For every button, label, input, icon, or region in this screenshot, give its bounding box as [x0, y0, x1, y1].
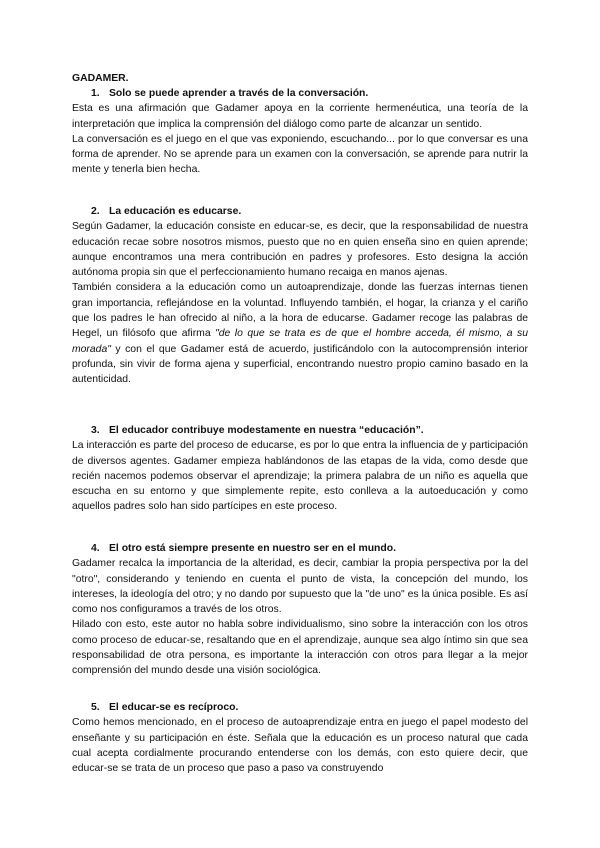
paragraph: Como hemos mencionado, en el proceso de autoaprendizaje entra en juego el papel modesto del enseñante y su participación en éste. Señala que la educación es un proceso natural que cada cual acepta cordialmente procurando entenderse con los demás, con esto quiere decir, que educar-se se trata de un proceso que paso a paso va construyendo	[72, 717, 528, 775]
paragraph: Hilado con esto, este autor no habla sobre individualismo, sino sobre la interacción con los otros como proceso de educar-se, resaltando que en el aprendizaje, aunque sea algo íntimo sin que sea responsabilidad de otra persona, es importante la interacción con otros para llegar a la mejor comprensión del mundo desde una visión sociológica.	[72, 619, 528, 677]
section-number: 3.	[91, 425, 100, 436]
paragraph-with-quote	[72, 280, 528, 387]
paragraph: Gadamer recalca la importancia de la alteridad, es decir, cambiar la propia perspectiva por la del "otro", considerando y teniendo en cuenta el punto de vista, la concepción del mundo, los intereses, la ideología del otro; y no dando por supuesto que la "de uno" es la única posible. Es así como nos configuramos a través de los otros.	[72, 558, 528, 616]
paragraph-text: y con el que Gadamer está de acuerdo, justificándolo con la autocomprensión interior profunda, sin vivir de forma ajena y superficial, encontrando nuestro propio camino basado en la autenticidad.	[72, 343, 528, 386]
section-title: Solo se puede aprender a través de la conversación.	[109, 88, 369, 99]
section-heading	[72, 204, 528, 219]
paragraph: La conversación es el juego en el que vas exponiendo, escuchando... por lo que conversar es una forma de aprender. No se aprende para un examen con la conversación, se aprende para nutrir la mente y tenerla bien hecha.	[72, 133, 528, 176]
section-title: El educador contribuye modestamente en nuestra “educación”.	[109, 425, 424, 436]
section-title: El otro está siempre presente en nuestro ser en el mundo.	[109, 543, 396, 554]
section-1	[72, 86, 528, 178]
section-number: 1.	[91, 88, 100, 99]
hegel-quote: "de lo que se trata es de que el hombre acceda, él mismo, a su morada"	[72, 328, 528, 355]
section-number: 5.	[91, 702, 100, 713]
section-body	[72, 715, 528, 776]
section-body	[72, 219, 528, 387]
section-2	[72, 204, 528, 388]
section-number: 2.	[91, 206, 100, 217]
section-number: 4.	[91, 543, 100, 554]
section-title: La educación es educarse.	[109, 206, 242, 217]
section-heading	[72, 423, 528, 438]
section-4	[72, 541, 528, 679]
section-body	[72, 556, 528, 678]
section-heading	[72, 86, 528, 101]
section-5	[72, 700, 528, 776]
section-title: El educar-se es recíproco.	[109, 702, 239, 713]
section-heading	[72, 541, 528, 556]
document-title: GADAMER.	[72, 73, 129, 84]
section-heading	[72, 700, 528, 715]
paragraph: Según Gadamer, la educación consiste en educar-se, es decir, que la responsabilidad de nuestra educación recae sobre nosotros mismos, puesto que no en quien enseña sino en quien aprende; aunque encontramos una mera contribución en padres y profesores. Esto designa la acción autónoma propia sin que el perfeccionamiento humano recaiga en manos ajenas.	[72, 221, 528, 279]
section-body	[72, 101, 528, 177]
section-3	[72, 423, 528, 515]
paragraph: La interacción es parte del proceso de educarse, es por lo que entra la influencia de y participación de diversos agentes. Gadamer empieza hablándonos de las etapas de la vida, como desde que recién nacemos podemos observar el aprendizaje; la primera palabra de un niño es aquella que escucha en su entorno y que simplemente repite, esto conlleva a la autoeducación y como aquellos padres solo han sido partícipes en este proceso.	[72, 440, 528, 513]
paragraph: Esta es una afirmación que Gadamer apoya en la corriente hermenéutica, una teoría de la interpretación que implica la comprensión del diálogo como parte de alcanzar un sentido.	[72, 103, 528, 130]
paragraph-text: También considera a la educación como un autoaprendizaje, donde las fuerzas internas tienen gran importancia, reflejándose en la voluntad. Influyendo también, el hogar, la crianza y el cariño que los padres le han ofrecido al niño, a la hora de educarse. Gadamer recoge las palabras de Hegel, un filósofo que afirma	[72, 282, 528, 340]
section-body	[72, 438, 528, 514]
